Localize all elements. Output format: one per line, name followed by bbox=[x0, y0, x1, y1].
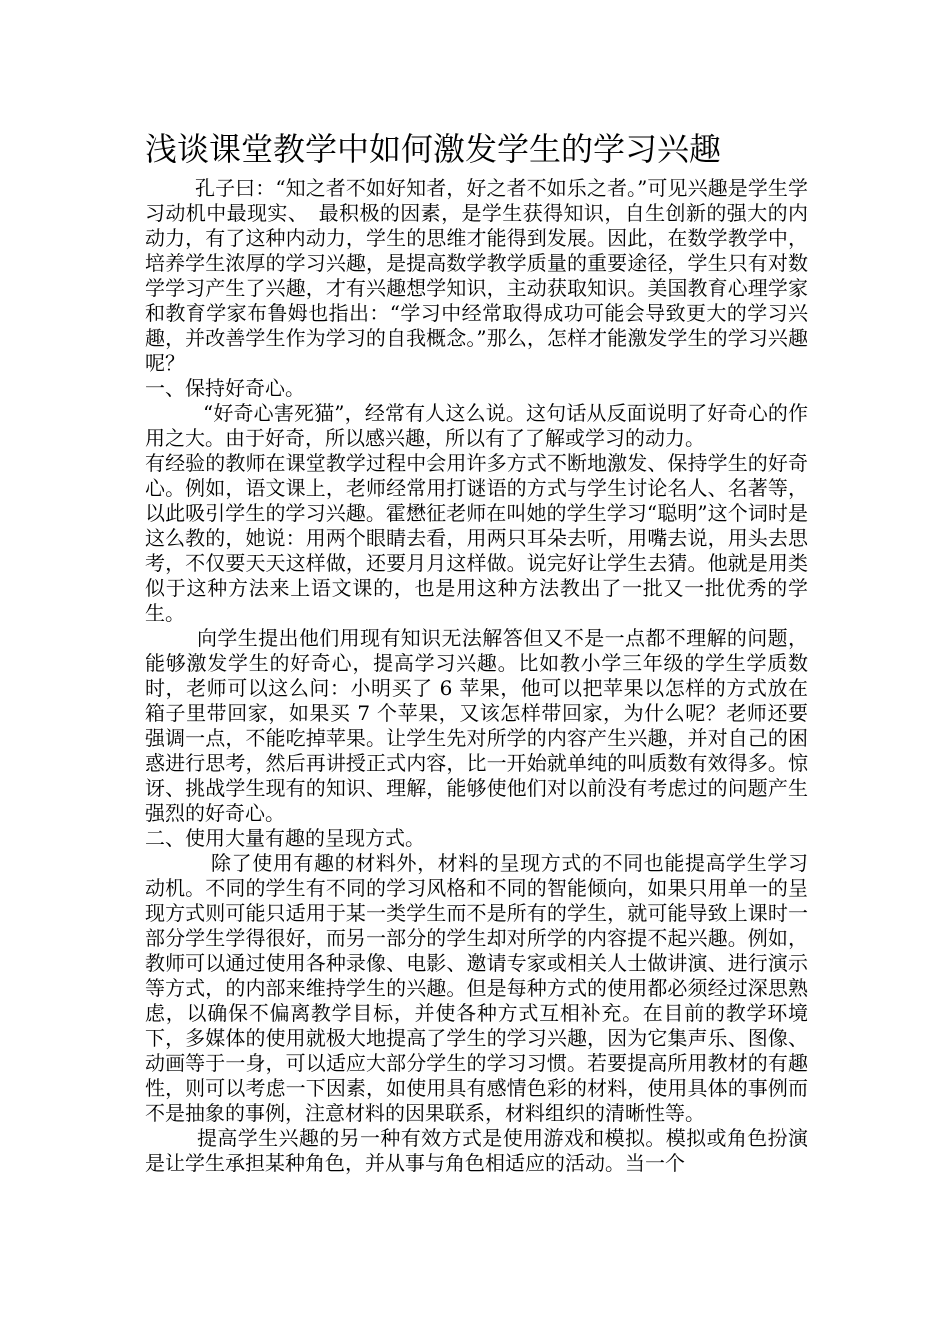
document-page bbox=[145, 128, 808, 1176]
section2-paragraph-1: 除了使用有趣的材料外，材料的呈现方式的不同也能提高学生学习动机。不同的学生有不同的学习风格和不同的智能倾向，如果只用单一的呈现方式则可能只适用于某一类学生而不是所有的学生，就可能导致上课时一部分学生学得很好，而另一部分的学生却对所学的内容提不起兴趣。例如，教师可以通过使用各种录像、电影、邀请专家或相关人士做讲演、进行演示等方式，的内部来维持学生的兴趣。但是每种方式的使用都必须经过深思熟虑，以确保不偏离教学目标，并使各种方式互相补充。在目前的教学环境下，多媒体的使用就极大地提高了学生的学习兴趣，因为它集声乐、图像、动画等于一身，可以适应大部分学生的学习习惯。若要提高所用教材的有趣性，则可以考虑一下因素，如使用具有感情色彩的材料，使用具体的事例而不是抽象的事例，注意材料的因果联系，材料组织的清晰性等。 bbox=[145, 851, 808, 1125]
section1-paragraph-2: 有经验的教师在课堂教学过程中会用许多方式不断地激发、保持学生的好奇心。例如，语文课上，老师经常用打谜语的方式与学生讨论名人、名著等，以此吸引学生的学习兴趣。霍懋征老师在叫她的学生学习“聪明”这个词时是这么教的，她说：用两个眼睛去看，用两只耳朵去听，用嘴去说，用头去思考，不仅要天天这样做，还要月月这样做。说完好让学生去猜。他就是用类似于这种方法来上语文课的，也是用这种方法教出了一批又一批优秀的学生。 bbox=[145, 451, 808, 625]
section-heading-1: 一、保持好奇心。 bbox=[145, 376, 305, 400]
document-title: 浅谈课堂教学中如何激发学生的学习兴趣 bbox=[145, 130, 722, 168]
intro-paragraph: 孔子曰：“知之者不如好知者，好之者不如乐之者。”可见兴趣是学生学习动机中最现实、 最积极的因素，是学生获得知识，自生创新的强大的内动力，有了这种内动力，学生的思维才能得到发展。因此，在数学教学中，培养学生浓厚的学习兴趣，是提高数学教学质量的重要途径，学生只有对数学学习产生了兴趣，才有兴趣想学知识，主动获取知识。美国教育心理学家和教育学家布鲁姆也指出：“学习中经常取得成功可能会导致更大的学习兴趣，并改善学生作为学习的自我概念。”那么，怎样才能激发学生的学习兴趣呢？ bbox=[145, 176, 808, 375]
section2-paragraph-2: 提高学生兴趣的另一种有效方式是使用游戏和模拟。模拟或角色扮演是让学生承担某种角色，并从事与角色相适应的活动。当一个 bbox=[145, 1126, 808, 1175]
section-heading-2: 二、使用大量有趣的呈现方式。 bbox=[145, 826, 425, 850]
section1-paragraph-3: 向学生提出他们用现有知识无法解答但又不是一点都不理解的问题，能够激发学生的好奇心，提高学习兴趣。比如教小学三年级的学生学质数时，老师可以这么问：小明买了 6 苹果，他可以把苹果以怎样的方式放在箱子里带回家，如果买 7 个苹果，又该怎样带回家，为什么呢？老师还要强调一点，不能吃掉苹果。让学生先对所学的内容产生兴趣，并对自己的困惑进行思考，然后再讲授正式内容，比一开始就单纯的叫质数有效得多。惊讶、挑战学生现有的知识、理解，能够使他们对以前没有考虑过的问题产生强烈的好奇心。 bbox=[145, 626, 808, 825]
section1-paragraph-1: “好奇心害死猫”，经常有人这么说。这句话从反面说明了好奇心的作用之大。由于好奇，所以感兴趣，所以有了了解或学习的动力。 bbox=[145, 401, 808, 450]
